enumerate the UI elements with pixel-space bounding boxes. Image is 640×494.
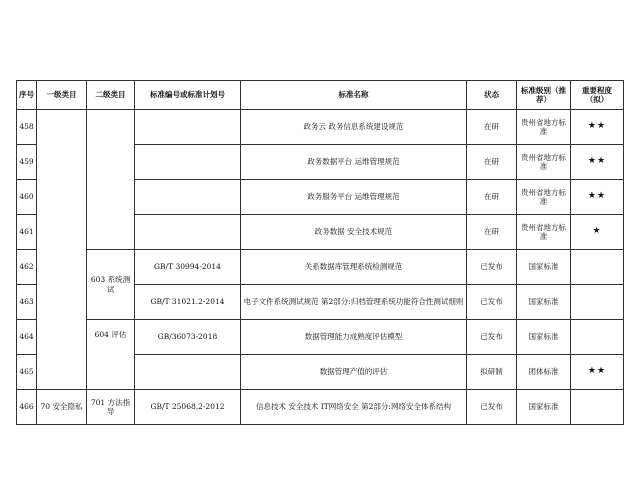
- header-standard-name: 标准名称: [241, 81, 467, 110]
- cell-importance: ★★: [571, 110, 624, 145]
- cell-importance: [571, 320, 624, 355]
- cell-level: 贵州省地方标准: [517, 180, 571, 215]
- cell-no: 465: [17, 355, 37, 390]
- cell-status: 已发布: [467, 285, 517, 320]
- cell-no: 460: [17, 180, 37, 215]
- cell-code: [135, 355, 241, 390]
- cell-code: [135, 180, 241, 215]
- cell-importance: ★★: [571, 180, 624, 215]
- cell-category-2-604: 604 评估: [87, 320, 135, 390]
- header-importance: 重要程度（拟）: [571, 81, 624, 110]
- cell-name: 电子文件系统测试规范 第2部分:归档管理系统功能符合性测试细则: [241, 285, 467, 320]
- cell-status: 在研: [467, 215, 517, 250]
- cell-code: [135, 215, 241, 250]
- cell-code: GB/36073-2018: [135, 320, 241, 355]
- cell-status: 已发布: [467, 320, 517, 355]
- cell-name: 政务数据 安全技术规范: [241, 215, 467, 250]
- cell-no: 461: [17, 215, 37, 250]
- cell-status: 在研: [467, 145, 517, 180]
- cell-code: [135, 110, 241, 145]
- header-no: 序号: [17, 81, 37, 110]
- standards-table: [16, 80, 624, 425]
- table-row: [17, 250, 624, 285]
- cell-status: 拟研制: [467, 355, 517, 390]
- cell-no: 463: [17, 285, 37, 320]
- cell-importance: [571, 250, 624, 285]
- table-row: [17, 320, 624, 355]
- cell-name: 数据管理产值的评估: [241, 355, 467, 390]
- cell-level: 国家标准: [517, 320, 571, 355]
- cell-category-2-603: 603 系统测试: [87, 250, 135, 320]
- cell-no: 462: [17, 250, 37, 285]
- cell-no: 464: [17, 320, 37, 355]
- cell-level: 贵州省地方标准: [517, 110, 571, 145]
- header-row: [17, 81, 624, 110]
- cell-level: 贵州省地方标准: [517, 215, 571, 250]
- cell-importance: [571, 390, 624, 425]
- cell-name: 政务服务平台 运维管理规范: [241, 180, 467, 215]
- cell-name: 数据管理能力成熟度评估模型: [241, 320, 467, 355]
- header-level: 标准级别（推荐）: [517, 81, 571, 110]
- cell-level: 国家标准: [517, 390, 571, 425]
- cell-no: 466: [17, 390, 37, 425]
- cell-code: GB/T 31021.2-2014: [135, 285, 241, 320]
- cell-no: 459: [17, 145, 37, 180]
- cell-status: 在研: [467, 110, 517, 145]
- cell-status: 已发布: [467, 250, 517, 285]
- cell-status: 在研: [467, 180, 517, 215]
- header-status: 状态: [467, 81, 517, 110]
- cell-category-1-70: 70 安全隐私: [37, 390, 87, 425]
- cell-name: 信息技术 安全技术 IT网络安全 第2部分:网络安全体系结构: [241, 390, 467, 425]
- cell-code: GB/T 30994-2014: [135, 250, 241, 285]
- cell-category-1-empty: [37, 110, 87, 390]
- cell-name: 关系数据库管理系统检测规范: [241, 250, 467, 285]
- cell-no: 458: [17, 110, 37, 145]
- cell-code: GB/T 25068.2-2012: [135, 390, 241, 425]
- cell-level: 国家标准: [517, 250, 571, 285]
- header-category-2: 二级类目: [87, 81, 135, 110]
- cell-category-2-empty: [87, 110, 135, 250]
- header-category-1: 一级类目: [37, 81, 87, 110]
- cell-importance: ★★: [571, 355, 624, 390]
- cell-code: [135, 145, 241, 180]
- table-row: [17, 110, 624, 145]
- cell-name: 政务云 政务信息系统建设规范: [241, 110, 467, 145]
- cell-status: 已发布: [467, 390, 517, 425]
- cell-importance: [571, 285, 624, 320]
- cell-importance: ★★: [571, 145, 624, 180]
- cell-level: 贵州省地方标准: [517, 145, 571, 180]
- cell-name: 政务数据平台 运维管理规范: [241, 145, 467, 180]
- cell-importance: ★: [571, 215, 624, 250]
- cell-level: 国家标准: [517, 285, 571, 320]
- cell-category-2-701: 701 方法指导: [87, 390, 135, 425]
- cell-level: 团体标准: [517, 355, 571, 390]
- table-row: [17, 390, 624, 425]
- header-standard-code: 标准编号或标准计划号: [135, 81, 241, 110]
